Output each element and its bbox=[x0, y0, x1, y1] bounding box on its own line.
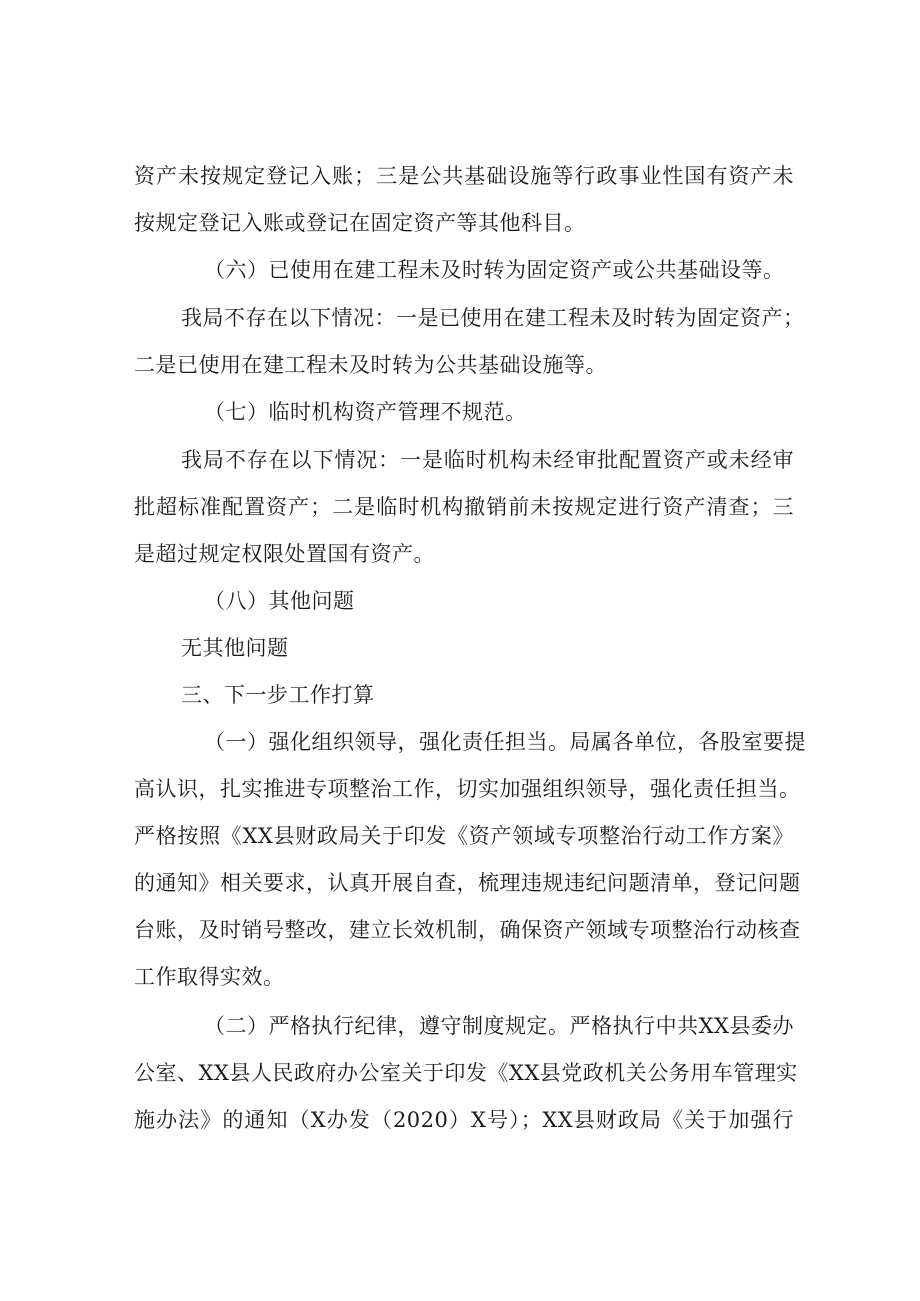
paragraph-line: 我局不存在以下情况：一是已使用在建工程未及时转为固定资产； bbox=[181, 306, 805, 330]
paragraph-line: 我局不存在以下情况：一是临时机构未经审批配置资产或未经审 bbox=[181, 448, 794, 472]
paragraph-line: 按规定登记入账或登记在固定资产等其他科目。 bbox=[134, 211, 586, 235]
paragraph-line: 公室、XX县人民政府办公室关于印发《XX县党政机关公务用车管理实 bbox=[134, 1061, 798, 1085]
paragraph-line: 的通知》相关要求，认真开展自查，梳理违规违纪问题清单，登记问题 bbox=[134, 871, 801, 895]
paragraph-line: 资产未按规定登记入账；三是公共基础设施等行政事业性国有资产未 bbox=[134, 164, 794, 188]
subsection-heading-2: （二）严格执行纪律，遵守制度规定。严格执行中共XX县委办 bbox=[204, 1014, 794, 1038]
section-heading-8: （八）其他问题 bbox=[204, 589, 355, 613]
paragraph-line: 无其他问题 bbox=[181, 636, 289, 660]
paragraph-line: 严格按照《XX县财政局关于印发《资产领域专项整治行动工作方案》 bbox=[134, 824, 794, 848]
section-heading-7: （七）临时机构资产管理不规范。 bbox=[204, 400, 527, 424]
paragraph-line: 高认识，扎实推进专项整治工作，切实加强组织领导，强化责任担当。 bbox=[134, 777, 801, 801]
paragraph-line: 批超标准配置资产；二是临时机构撤销前未按规定进行资产清查；三 bbox=[134, 495, 794, 519]
paragraph-line: 工作取得实效。 bbox=[134, 965, 285, 989]
subsection-heading-1: （一）强化组织领导，强化责任担当。局属各单位，各股室要提 bbox=[204, 730, 806, 754]
paragraph-line: 台账，及时销号整改，建立长效机制，确保资产领域专项整治行动核查 bbox=[134, 918, 801, 942]
paragraph-line: 施办法》的通知（X办发（2020）X号）；XX县财政局《关于加强行 bbox=[134, 1108, 794, 1132]
section-heading-6: （六）已使用在建工程未及时转为固定资产或公共基础设等。 bbox=[204, 258, 785, 282]
paragraph-line: 二是已使用在建工程未及时转为公共基础设施等。 bbox=[134, 353, 607, 377]
paragraph-line: 是超过规定权限处置国有资产。 bbox=[134, 542, 435, 566]
section-heading-3: 三、下一步工作打算 bbox=[181, 683, 375, 707]
